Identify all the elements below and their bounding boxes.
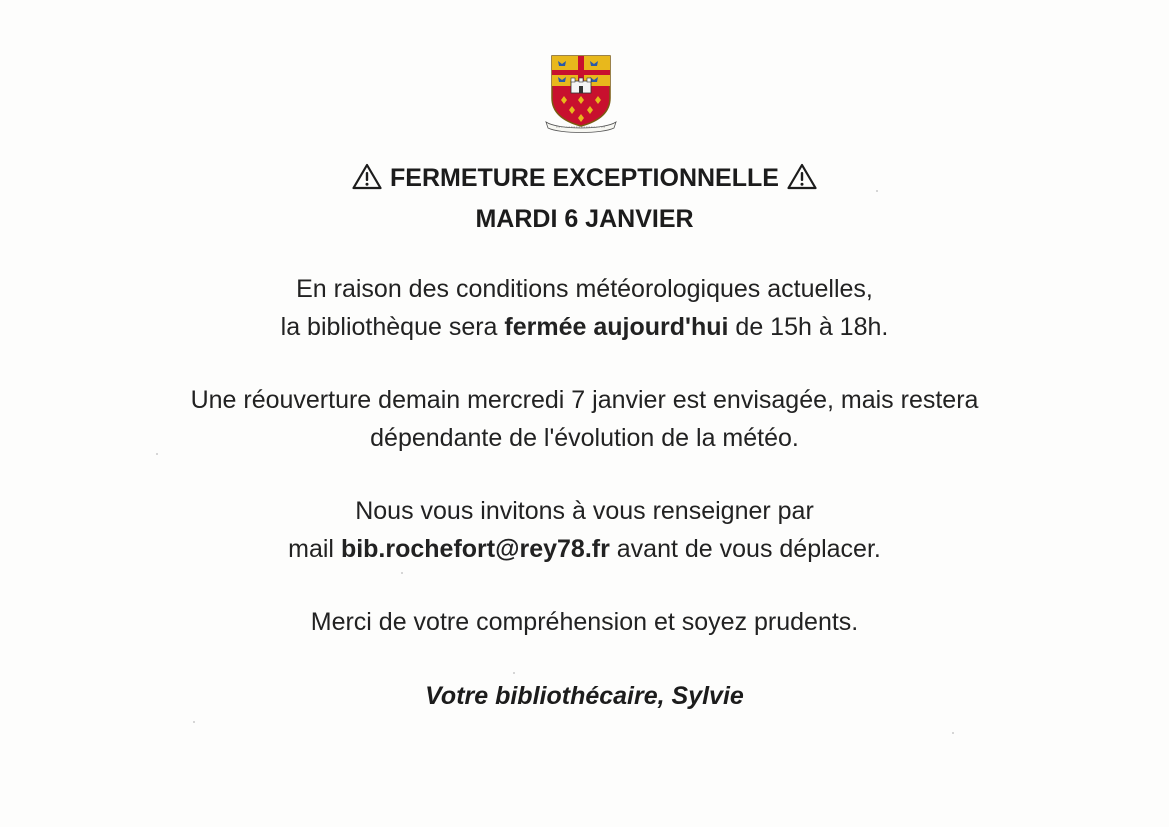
contact-text-post: avant de vous déplacer.: [609, 535, 881, 563]
title-text: FERMETURE EXCEPTIONNELLE: [390, 164, 779, 192]
title-date: MARDI 6 JANVIER: [475, 205, 694, 233]
coat-of-arms-icon: [544, 52, 618, 134]
reopening-line-2: dépendante de l'évolution de la météo.: [370, 424, 799, 452]
thanks-paragraph: [0, 603, 1169, 641]
notice-title: [0, 160, 1169, 238]
contact-text-pre: mail: [288, 535, 341, 563]
contact-line-2: [0, 530, 1169, 568]
contact-line-1: Nous vous invitons à vous renseigner par: [355, 497, 814, 525]
reopening-line-1: Une réouverture demain mercredi 7 janvier est envisagée, mais restera: [190, 386, 979, 414]
closure-text-pre: la bibliothèque sera: [280, 313, 505, 341]
warning-triangle-icon: [352, 163, 382, 201]
paper-speck: [193, 721, 195, 723]
closure-line-2: [0, 308, 1169, 346]
paper-speck: [513, 672, 515, 674]
contact-paragraph: [0, 492, 1169, 568]
paper-speck: [952, 732, 954, 734]
thanks-line: Merci de votre compréhension et soyez prudents.: [310, 608, 859, 636]
contact-email: bib.rochefort@rey78.fr: [340, 535, 610, 563]
closure-emphasis: fermée aujourd'hui: [504, 313, 729, 341]
warning-triangle-icon: [787, 163, 817, 201]
paper-speck: [876, 190, 878, 192]
closure-line-1: En raison des conditions météorologiques actuelles,: [296, 275, 873, 303]
signature: Votre bibliothécaire, Sylvie: [425, 682, 744, 710]
paper-speck: [401, 572, 403, 574]
title-line-1: [0, 160, 1169, 201]
paper-speck: [156, 453, 158, 455]
closure-paragraph: [0, 270, 1169, 346]
reopening-paragraph: [0, 381, 1169, 457]
closure-text-post: de 15h à 18h.: [728, 313, 889, 341]
